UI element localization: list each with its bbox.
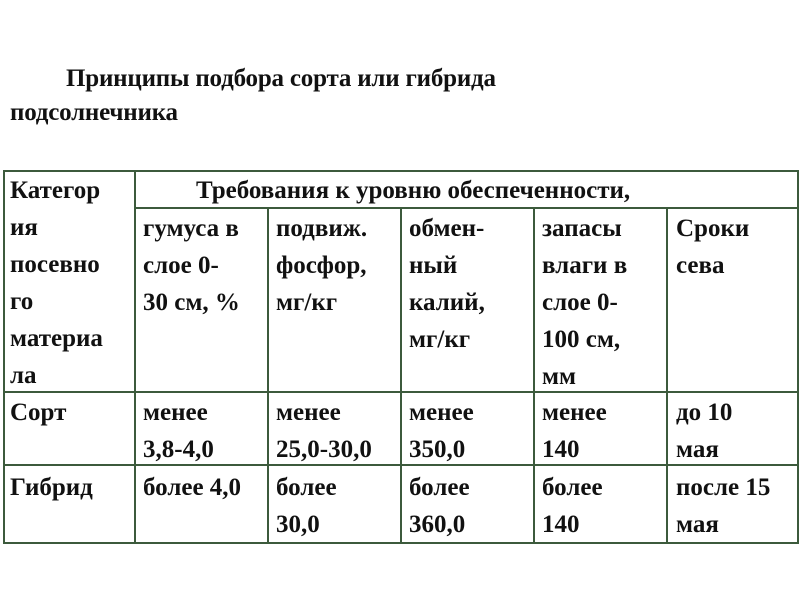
title-line-2: подсолнечника [10, 99, 178, 126]
col-line-1 [134, 170, 136, 544]
table-cell: более 140 [542, 474, 603, 538]
column-header-sowing-time: Сроки сева [676, 215, 750, 279]
column-header-humus: гумуса в слое 0- 30 см, % [143, 215, 240, 316]
row-label-variety: Сорт [10, 399, 67, 426]
header-bottom-line [3, 391, 799, 393]
table-cell: менее 140 [542, 399, 607, 463]
slide-title [10, 62, 710, 130]
col-line-5 [666, 207, 668, 544]
column-header-phosphorus: подвиж. фосфор, мг/кг [276, 215, 368, 316]
table-border-left [3, 170, 5, 544]
table-cell: более 360,0 [409, 474, 470, 538]
table-border-right [797, 170, 799, 544]
table-cell: после 15 мая [676, 474, 771, 538]
table-cell: до 10 мая [676, 399, 733, 463]
table-cell: менее 350,0 [409, 399, 474, 463]
table-cell: более 30,0 [276, 474, 337, 538]
col-line-3 [400, 207, 402, 544]
title-line-1: Принципы подбора сорта или гибрида [66, 65, 496, 92]
table-cell: более 4,0 [143, 474, 242, 501]
column-header-potassium: обмен- ный калий, мг/кг [409, 215, 485, 353]
column-header-moisture: запасы влаги в слое 0- 100 см, мм [542, 215, 628, 390]
col-line-2 [267, 207, 269, 544]
requirements-header: Требования к уровню обеспеченности, [196, 177, 631, 204]
row-label-hybrid: Гибрид [10, 474, 93, 501]
table-cell: менее 3,8-4,0 [143, 399, 214, 463]
category-header: Категор ия посевно го материа ла [10, 177, 103, 389]
col-line-4 [533, 207, 535, 544]
table-cell: менее 25,0-30,0 [276, 399, 372, 463]
